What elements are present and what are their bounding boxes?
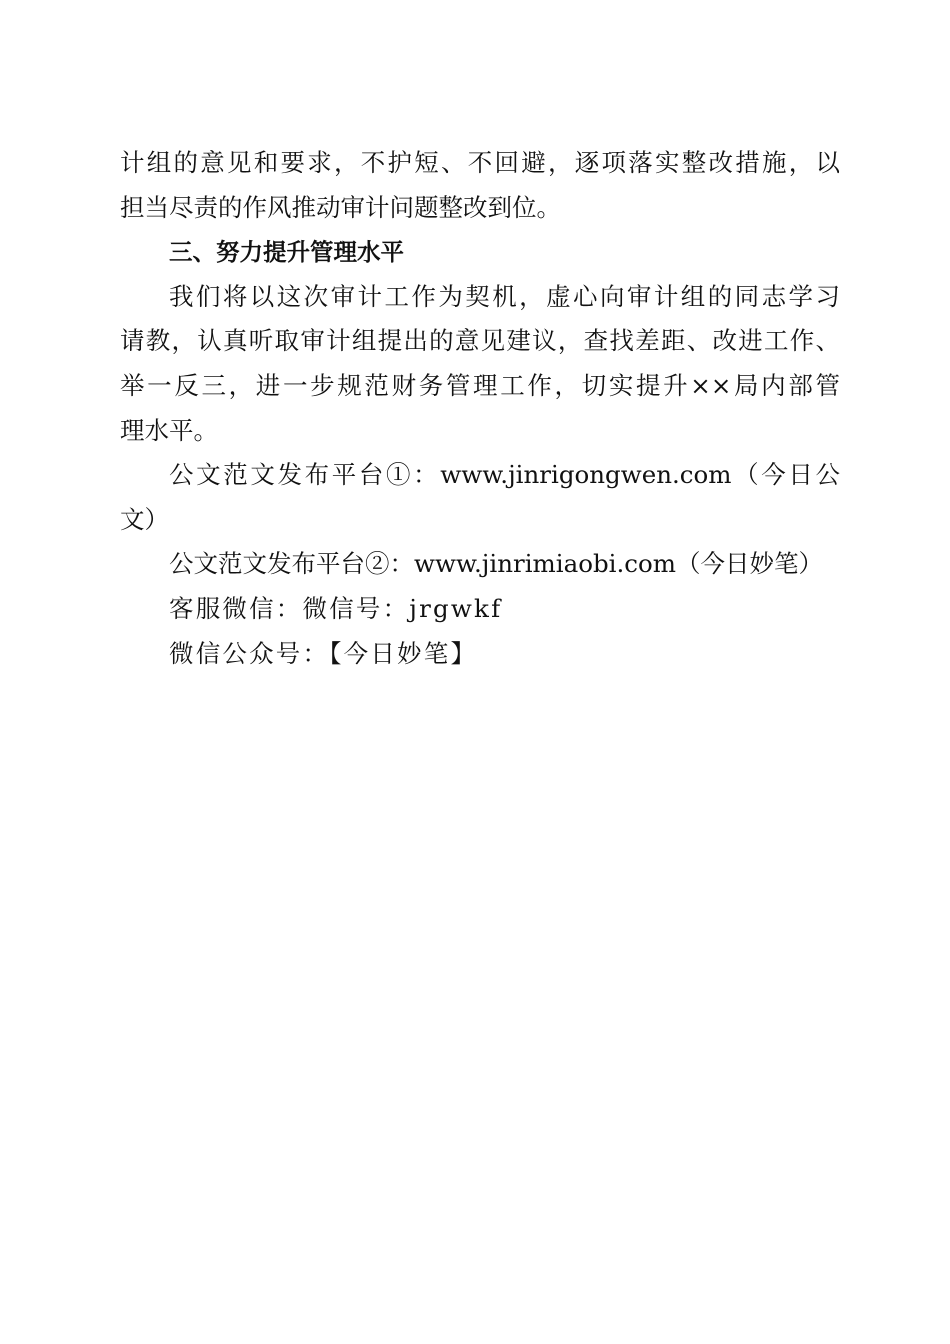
platform-1-line: 文） xyxy=(120,504,169,534)
section-heading: 三、努力提升管理水平 xyxy=(169,238,404,267)
platform-1-line: 公文范文发布平台①：www.jinrigongwen.com（今日公 xyxy=(169,460,840,490)
paragraph-line: 举一反三，进一步规范财务管理工作，切实提升××局内部管 xyxy=(120,370,840,400)
paragraph-line: 请教，认真听取审计组提出的意见建议，查找差距、改进工作、 xyxy=(120,326,840,356)
paragraph-line: 理水平。 xyxy=(120,415,218,445)
paragraph-line: 担当尽责的作风推动审计问题整改到位。 xyxy=(120,192,561,222)
wechat-service-line: 客服微信：微信号：jrgwkf xyxy=(169,593,503,623)
wechat-public-line: 微信公众号：【今日妙笔】 xyxy=(169,638,478,668)
document-body xyxy=(120,141,840,676)
paragraph-line: 我们将以这次审计工作为契机，虚心向审计组的同志学习 xyxy=(169,281,840,311)
platform-2-line: 公文范文发布平台②：www.jinrimiaobi.com（今日妙笔） xyxy=(169,549,823,579)
paragraph-line: 计组的意见和要求，不护短、不回避，逐项落实整改措施，以 xyxy=(120,148,840,177)
